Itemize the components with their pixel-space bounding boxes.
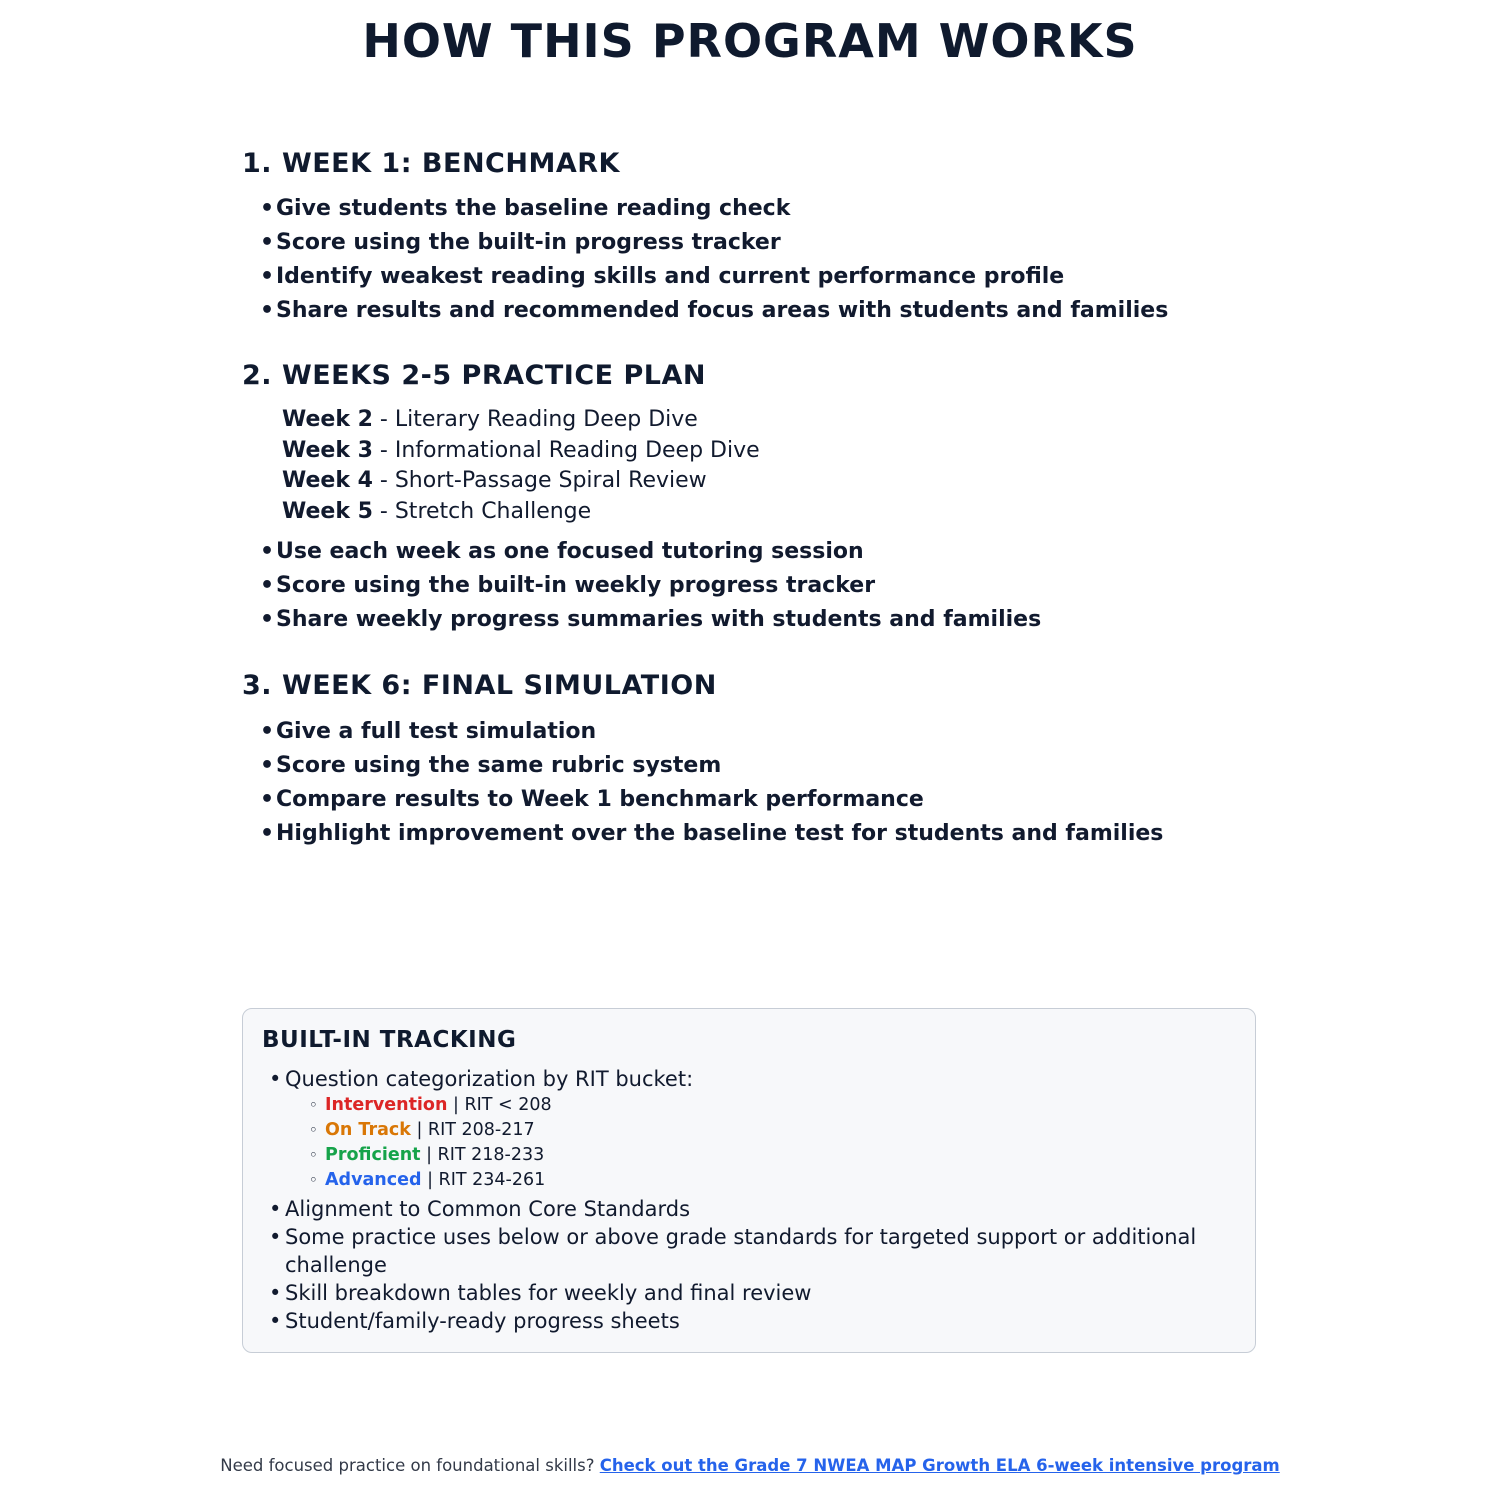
list-item: • Highlight improvement over the baseline test for students and families [242,817,1262,851]
list-item: • Score using the built-in weekly progress tracker [242,569,1262,603]
week-item [282,436,1262,467]
rit-bucket-item [309,1168,1229,1193]
list-item: • Some practice uses below or above grade standards for targeted support or additional challenge [269,1223,1229,1279]
section-weeks-2-5 [242,359,1262,637]
section-week-6 [242,669,1262,851]
week-label: Week 5 [282,498,373,524]
level-name: Advanced [325,1170,422,1190]
level-range: | RIT < 208 [447,1095,552,1115]
list-item [269,1065,1229,1193]
week-label: Week 4 [282,468,373,493]
rit-bucket-item [309,1118,1229,1143]
tracking-heading: BUILT-IN TRACKING [262,1027,517,1053]
rit-bucket-list [285,1093,1229,1193]
built-in-tracking-box [242,1008,1256,1353]
page-title: HOW THIS PROGRAM WORKS [362,14,1138,68]
program-link[interactable]: Check out the Grade 7 NWEA MAP Growth ELA 6-week intensive program [599,1456,1280,1475]
list-item: • Give students the baseline reading check [242,192,1262,226]
bullet-list [242,715,1262,851]
list-item: • Give a full test simulation [242,715,1262,749]
list-item: • Alignment to Common Core Standards [269,1195,1229,1223]
section-heading: 1. WEEK 1: BENCHMARK [242,148,620,179]
week-item [282,497,1262,528]
list-item: • Identify weakest reading skills and current performance profile [242,260,1262,294]
week-label: Week 2 [282,407,373,432]
list-item: • Score using the same rubric system [242,749,1262,783]
week-item [282,466,1262,497]
section-heading: 2. WEEKS 2-5 PRACTICE PLAN [242,360,706,391]
section-heading: 3. WEEK 6: FINAL SIMULATION [242,670,717,701]
level-name: Proficient [325,1145,421,1165]
bullet-list [242,192,1262,328]
section-week-1 [242,147,1262,328]
week-schedule [242,405,1262,527]
tracking-intro: Question categorization by RIT bucket: [285,1067,694,1091]
list-item: • Use each week as one focused tutoring session [242,535,1262,569]
level-range: | RIT 234-261 [421,1170,546,1190]
list-item: • Compare results to Week 1 benchmark performance [242,783,1262,817]
list-item: • Skill breakdown tables for weekly and final review [269,1279,1229,1307]
week-topic: - Literary Reading Deep Dive [372,407,698,432]
list-item: • Student/family-ready progress sheets [269,1307,1229,1335]
week-topic: - Informational Reading Deep Dive [372,437,760,463]
rit-bucket-item [309,1143,1229,1168]
level-name: On Track [325,1120,411,1140]
list-item: • Share results and recommended focus areas with students and families [242,294,1262,328]
list-item: • Score using the built-in progress tracker [242,226,1262,260]
week-topic: - Short-Passage Spiral Review [372,468,707,493]
week-topic: - Stretch Challenge [372,498,592,524]
level-name: Intervention [325,1095,448,1115]
week-label: Week 3 [282,437,373,463]
bullet-list [242,535,1262,637]
list-item: • Share weekly progress summaries with students and families [242,603,1262,637]
week-item [282,405,1262,436]
footer [0,1456,1500,1475]
level-range: | RIT 208-217 [410,1120,535,1140]
tracking-list [269,1065,1229,1335]
rit-bucket-item [309,1093,1229,1118]
level-range: | RIT 218-233 [420,1145,545,1165]
footer-text: Need focused practice on foundational skills? [220,1456,600,1475]
